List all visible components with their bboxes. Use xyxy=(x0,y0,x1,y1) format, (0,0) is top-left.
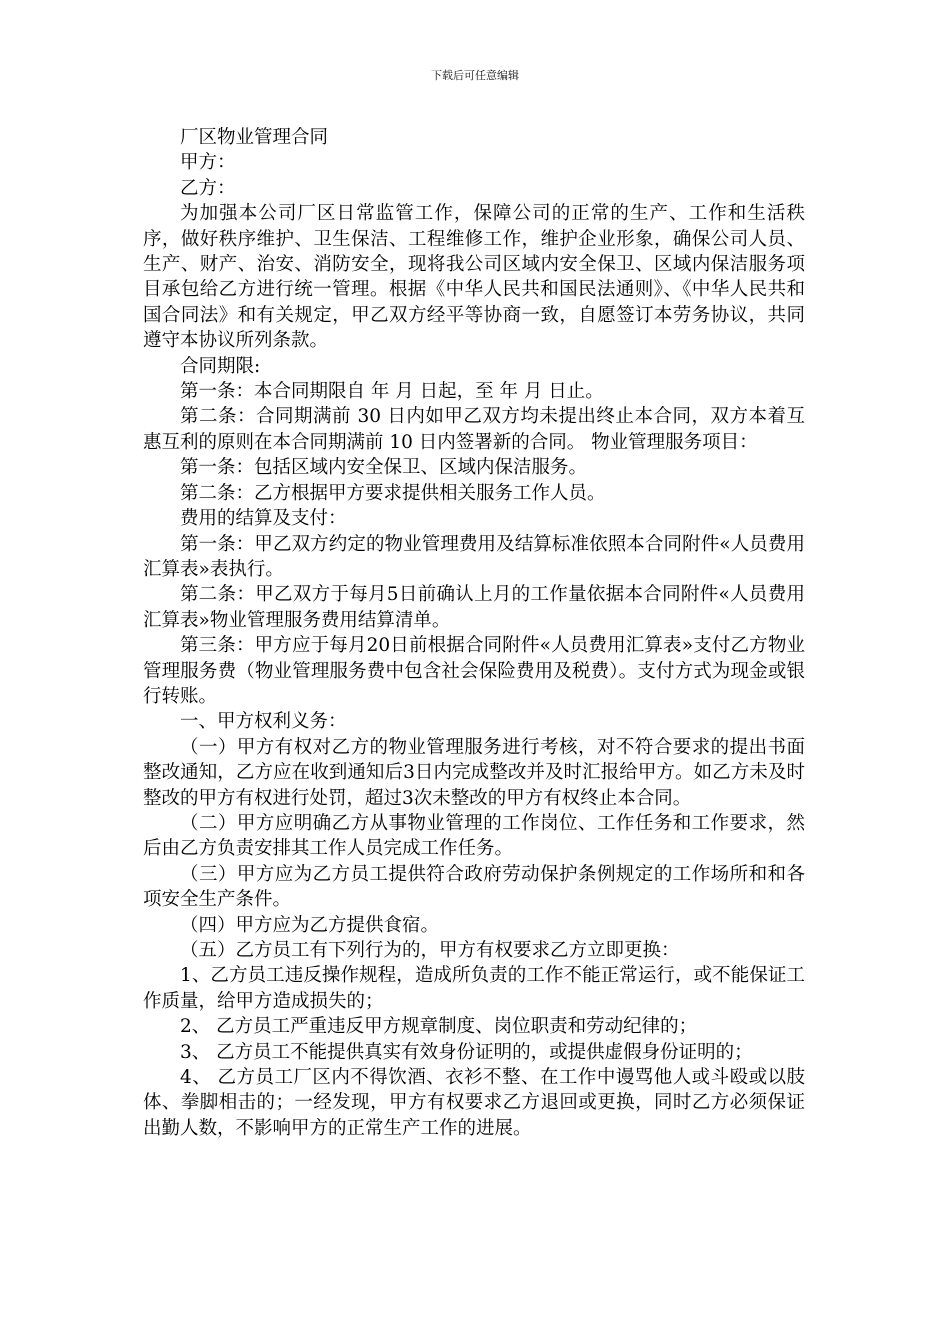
fee-clause-3: 第三条：甲方应于每月20日前根据合同附件«人员费用汇算表»支付乙方物业管理服务费（物业管理服务费中包含社会保险费用及税费）。支付方式为现金或银行转账。 xyxy=(143,635,805,707)
rights-clause-1: （一）甲方有权对乙方的物业管理服务进行考核，对不符合要求的提出书面整改通知，乙方应在收到通知后3日内完成整改并及时汇报给甲方。如乙方未及时整改的甲方有权进行处罚，超过3次未整改的甲方有权终止本合同。 xyxy=(143,736,805,809)
replacement-item-4: 4、 乙方员工厂区内不得饮酒、衣衫不整、在工作中谩骂他人或斗殴或以肢体、拳脚相击的；一经发现，甲方有权要求乙方退回或更换，同时乙方必须保证出勤人数，不影响甲方的正常生产工作的进展。 xyxy=(143,1067,805,1139)
party-b-label: 乙方： xyxy=(180,177,236,199)
term-clause-2: 第二条：合同期满前 30 日内如甲乙双方均未提出终止本合同，双方本着互惠互利的原则在本合同期满前 10 日内签署新的合同。 物业管理服务项目： xyxy=(143,406,805,453)
rights-clause-3: （三）甲方应为乙方员工提供符合政府劳动保护条例规定的工作场所和和各项安全生产条件。 xyxy=(143,863,805,911)
rights-heading: 一、甲方权利义务： xyxy=(180,711,347,733)
replacement-item-1: 1、乙方员工违反操作规程，造成所负责的工作不能正常运行，或不能保证工作质量，给甲方造成损失的； xyxy=(143,965,805,1012)
contract-title: 厂区物业管理合同 xyxy=(180,127,329,148)
intro-paragraph: 为加强本公司厂区日常监管工作，保障公司的正常的生产、工作和生活秩序，做好秩序维护、卫生保洁、工程维修工作，维护企业形象，确保公司人员、生产、财产、治安、消防安全，现将我公司区域内安全保卫、区域内保洁服务项目承包给乙方进行统一管理。根据《中华人民共和国民法通则》、《中华人民共和国合同法》和有关规定，甲乙双方经平等协商一致，自愿签订本劳务协议，共同遵守本协议所列条款。 xyxy=(143,203,805,352)
rights-clause-2: （二）甲方应明确乙方从事物业管理的工作岗位、工作任务和工作要求，然后由乙方负责安排其工作人员完成工作任务。 xyxy=(143,812,805,860)
rights-clause-4: （四）甲方应为乙方提供食宿。 xyxy=(180,914,440,936)
party-a-label: 甲方： xyxy=(180,152,236,174)
replacement-item-3: 3、 乙方员工不能提供真实有效身份证明的，或提供虚假身份证明的； xyxy=(180,1041,753,1063)
service-clause-1: 第一条：包括区域内安全保卫、区域内保洁服务。 xyxy=(180,457,588,479)
service-clause-2: 第二条：乙方根据甲方要求提供相关服务工作人员。 xyxy=(180,482,606,504)
fee-clause-2: 第二条：甲乙双方于每月5日前确认上月的工作量依据本合同附件«人员费用汇算表»物业管理服务费用结算清单。 xyxy=(143,584,805,631)
contract-body xyxy=(143,125,805,1141)
fee-clause-1: 第一条：甲乙双方约定的物业管理费用及结算标准依照本合同附件«人员费用汇算表»表执行。 xyxy=(143,533,805,580)
term-clause-1: 第一条：本合同期限自 年 月 日起，至 年 月 日止。 xyxy=(180,381,604,403)
replacement-item-2: 2、 乙方员工严重违反甲方规章制度、岗位职责和劳动纪律的； xyxy=(180,1016,698,1038)
fee-heading: 费用的结算及支付： xyxy=(180,508,347,530)
term-heading: 合同期限: xyxy=(180,355,261,377)
download-note: 下载后可任意编辑 xyxy=(431,69,519,82)
rights-clause-5: （五）乙方员工有下列行为的，甲方有权要求乙方立即更换： xyxy=(180,940,680,961)
